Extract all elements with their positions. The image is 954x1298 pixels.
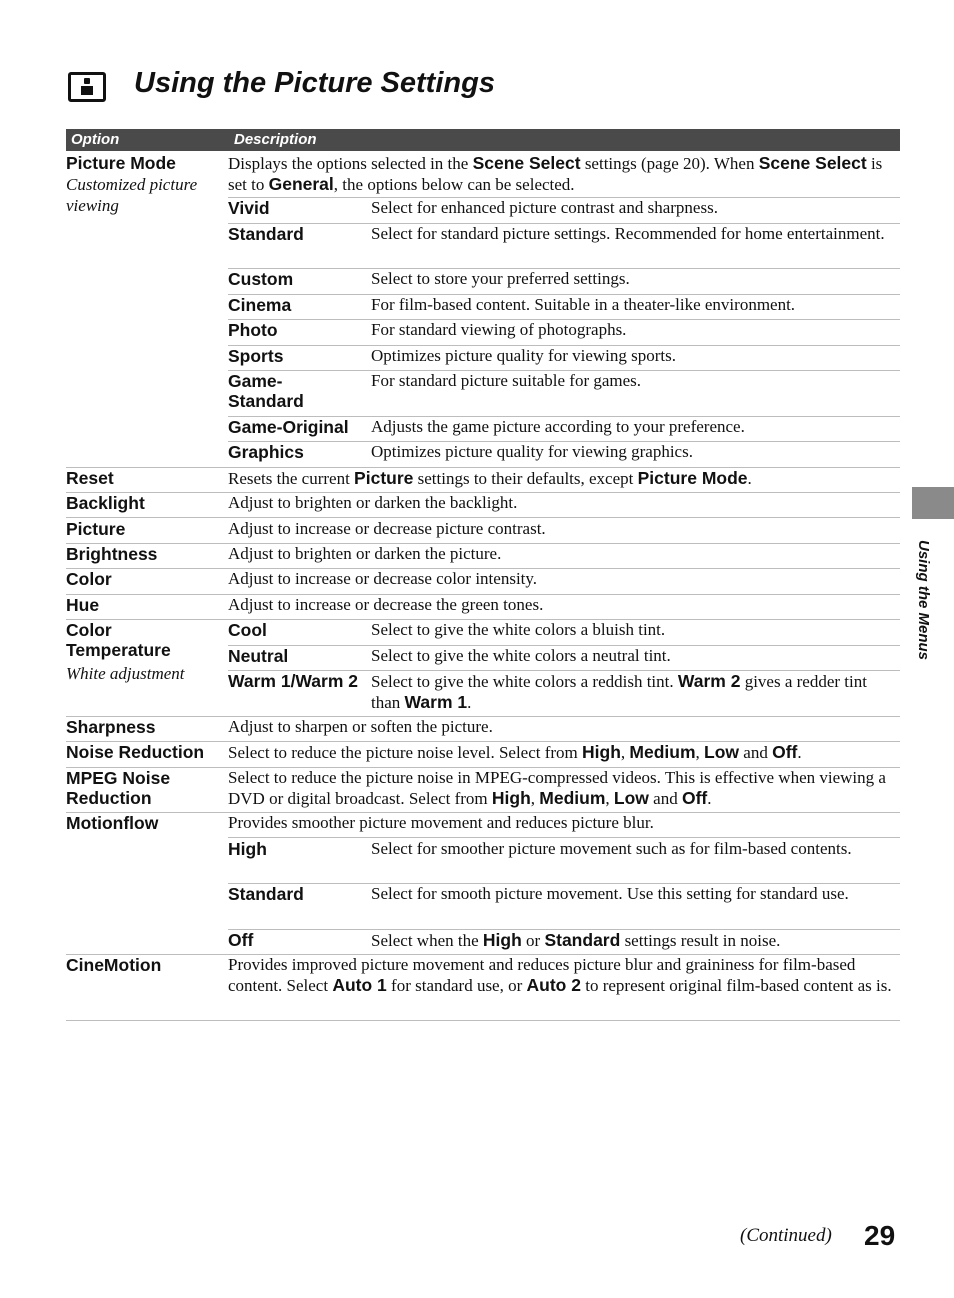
mode-custom-desc: Select to store your preferred settings.	[371, 269, 630, 288]
motionflow-standard: Standard	[228, 884, 304, 904]
option-sharpness: Sharpness	[66, 717, 156, 737]
backlight-description: Adjust to brighten or darken the backlight.	[228, 493, 518, 512]
page-number: 29	[864, 1220, 896, 1251]
mode-vivid-desc: Select for enhanced picture contrast and sharpness.	[371, 198, 718, 217]
mode-standard: Standard	[228, 224, 304, 244]
section-tab-marker	[912, 487, 954, 519]
header-description: Description	[234, 131, 317, 148]
option-color: Color	[66, 569, 112, 589]
motionflow-description: Provides smoother picture movement and reduces picture blur.	[228, 813, 654, 832]
mode-sports-desc: Optimizes picture quality for viewing sports.	[371, 346, 676, 365]
motionflow-high-desc: Select for smoother picture movement such as for film-based contents.	[371, 839, 852, 858]
temp-cool-desc: Select to give the white colors a bluish tint.	[371, 620, 666, 639]
mode-cinema: Cinema	[228, 295, 292, 315]
mode-game-standard: Game-Standard	[228, 371, 304, 411]
picture-description: Adjust to increase or decrease picture contrast.	[228, 519, 546, 538]
color-description: Adjust to increase or decrease color intensity.	[228, 569, 538, 588]
option-mpeg-noise-reduction: MPEG Noise Reduction	[66, 768, 171, 808]
mode-graphics-desc: Optimizes picture quality for viewing graphics.	[371, 442, 693, 461]
sharpness-description: Adjust to sharpen or soften the picture.	[228, 717, 493, 736]
temp-neutral: Neutral	[228, 646, 289, 666]
mode-graphics: Graphics	[228, 442, 304, 462]
option-picture-mode-subtitle: Customized picture viewing	[66, 175, 198, 215]
continued-note: (Continued)	[740, 1225, 832, 1246]
option-backlight: Backlight	[66, 493, 145, 513]
brightness-description: Adjust to brighten or darken the picture.	[228, 544, 502, 563]
temp-warm: Warm 1/Warm 2	[228, 671, 358, 691]
mode-sports: Sports	[228, 346, 284, 366]
table-header	[66, 129, 900, 151]
temp-cool: Cool	[228, 620, 267, 640]
mode-vivid: Vivid	[228, 198, 270, 218]
mode-game-standard-desc: For standard picture suitable for games.	[371, 371, 642, 390]
picture-settings-icon	[68, 72, 106, 102]
option-noise-reduction: Noise Reduction	[66, 742, 205, 762]
option-cinemotion: CineMotion	[66, 955, 162, 975]
mode-game-original-desc: Adjusts the game picture according to your preference.	[371, 417, 745, 436]
mode-game-original: Game-Original	[228, 417, 349, 437]
noise-reduction-description: Select to reduce the picture noise level. Select from High, Medium, Low and Off.	[228, 742, 802, 762]
motionflow-standard-desc: Select for smooth picture movement. Use this setting for standard use.	[371, 884, 849, 903]
mpeg-noise-reduction-description: Select to reduce the picture noise in MPEG-compressed videos. This is effective when viewing a DVD or digital broadcast. Select from High, Medium, Low and Off.	[228, 768, 886, 808]
mode-standard-desc: Select for standard picture settings. Recommended for home entertainment.	[371, 224, 885, 243]
option-picture-mode: Picture Mode	[66, 153, 176, 173]
option-hue: Hue	[66, 595, 100, 615]
mode-cinema-desc: For film-based content. Suitable in a theater-like environment.	[371, 295, 796, 314]
motionflow-high: High	[228, 839, 267, 859]
motionflow-off-desc: Select when the High or Standard settings result in noise.	[371, 930, 781, 950]
picture-mode-description: Displays the options selected in the Scene Select settings (page 20). When Scene Select is set to General, the options below can be selected.	[228, 153, 883, 194]
option-brightness: Brightness	[66, 544, 158, 564]
option-picture: Picture	[66, 519, 126, 539]
side-section-label: Using the Menus	[915, 540, 932, 661]
option-color-temperature-subtitle: White adjustment	[66, 664, 185, 683]
hue-description: Adjust to increase or decrease the green tones.	[228, 595, 544, 614]
mode-photo: Photo	[228, 320, 278, 340]
cinemotion-description: Provides improved picture movement and reduces picture blur and graininess for film-based content. Select Auto 1 for standard use, or Auto 2 to represent original film-based content as is.	[228, 955, 892, 995]
page-title: Using the Picture Settings	[134, 67, 495, 99]
temp-neutral-desc: Select to give the white colors a neutral tint.	[371, 646, 671, 665]
option-color-temperature: Color Temperature	[66, 620, 171, 660]
header-option: Option	[71, 131, 120, 148]
motionflow-off: Off	[228, 930, 254, 950]
option-motionflow: Motionflow	[66, 813, 159, 833]
mode-photo-desc: For standard viewing of photographs.	[371, 320, 627, 339]
reset-description: Resets the current Picture settings to their defaults, except Picture Mode.	[228, 468, 752, 488]
option-reset: Reset	[66, 468, 114, 488]
mode-custom: Custom	[228, 269, 294, 289]
temp-warm-desc: Select to give the white colors a reddish tint. Warm 2 gives a redder tint than Warm 1.	[371, 671, 867, 712]
